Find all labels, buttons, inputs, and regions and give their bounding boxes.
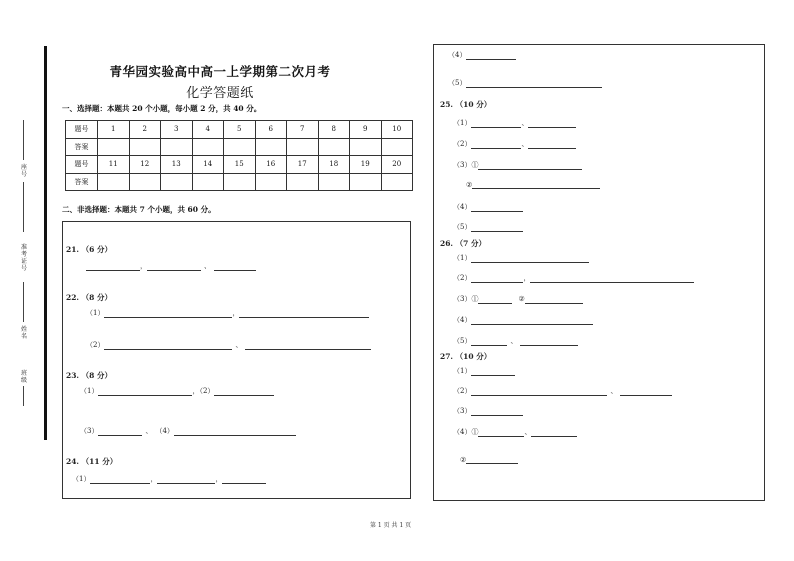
question-number-cell: 11 bbox=[98, 156, 130, 174]
answer-cell[interactable] bbox=[287, 138, 319, 156]
answer-cell[interactable] bbox=[255, 138, 287, 156]
table-header-cell: 答案 bbox=[66, 173, 98, 191]
answer-cell[interactable] bbox=[255, 173, 287, 191]
exam-title: 青华园实验高中高一上学期第二次月考 bbox=[109, 64, 331, 79]
question-number-cell: 1 bbox=[98, 121, 130, 139]
part-label: （3） bbox=[453, 161, 472, 169]
question-number-cell: 3 bbox=[161, 121, 193, 139]
q23-heading: 23. （8 分） bbox=[66, 371, 112, 380]
part-label: （2） bbox=[86, 341, 105, 349]
q22-heading: 22. （8 分） bbox=[66, 293, 112, 302]
part-label: （4） bbox=[453, 203, 472, 211]
comma-mark: ， bbox=[140, 262, 147, 270]
answer-blank[interactable] bbox=[147, 264, 201, 271]
q26-part3 bbox=[453, 294, 583, 304]
q27-part4 bbox=[453, 427, 577, 437]
question-number-cell: 18 bbox=[318, 156, 350, 174]
q25-part3-1 bbox=[453, 160, 582, 170]
table-row bbox=[66, 173, 413, 191]
q25-part2 bbox=[453, 139, 576, 149]
answer-blank[interactable] bbox=[471, 256, 589, 263]
binding-rule-seat bbox=[23, 120, 24, 160]
table-header-cell: 答案 bbox=[66, 138, 98, 156]
answer-blank[interactable] bbox=[471, 225, 523, 232]
answer-blank[interactable] bbox=[104, 343, 232, 350]
answer-blank[interactable] bbox=[157, 477, 215, 484]
dun-mark: 、 bbox=[521, 119, 529, 127]
part-label: （4） bbox=[448, 51, 467, 59]
question-number-cell: 12 bbox=[129, 156, 161, 174]
q25-part5 bbox=[453, 222, 523, 232]
part-label: （2） bbox=[453, 387, 472, 395]
part-label: （3） bbox=[80, 427, 99, 435]
answer-blank[interactable] bbox=[466, 81, 602, 88]
question-number-cell: 13 bbox=[161, 156, 193, 174]
part-label: （3） bbox=[453, 407, 472, 415]
answer-cell[interactable] bbox=[192, 173, 224, 191]
q26-part4 bbox=[453, 315, 593, 325]
question-number-cell: 20 bbox=[381, 156, 413, 174]
answer-cell[interactable] bbox=[98, 173, 130, 191]
q24-part1 bbox=[72, 474, 266, 484]
q26-part5 bbox=[453, 336, 578, 346]
answer-cell[interactable] bbox=[318, 138, 350, 156]
circle-mark: ② bbox=[518, 295, 525, 303]
part-label: （4） bbox=[453, 428, 472, 436]
part-label: （4） bbox=[155, 427, 174, 435]
part-label: （5） bbox=[453, 223, 472, 231]
q27-part3 bbox=[453, 406, 523, 416]
question-number-cell: 2 bbox=[129, 121, 161, 139]
answer-blank[interactable] bbox=[471, 339, 507, 346]
binding-label-name: 姓名 bbox=[20, 326, 27, 340]
part-label: （1） bbox=[453, 119, 472, 127]
answer-blank[interactable] bbox=[471, 409, 523, 416]
question-number-cell: 9 bbox=[350, 121, 382, 139]
question-number-cell: 7 bbox=[287, 121, 319, 139]
answer-blank[interactable] bbox=[471, 121, 521, 128]
q25-part4 bbox=[453, 202, 523, 212]
table-header-cell: 题号 bbox=[66, 156, 98, 174]
multiple-choice-answer-table bbox=[65, 120, 413, 191]
binding-rule-name bbox=[23, 282, 24, 322]
binding-rule-seat-2 bbox=[23, 182, 24, 232]
answer-cell[interactable] bbox=[318, 173, 350, 191]
circle-mark: ② bbox=[460, 456, 467, 464]
binding-label-seat: 座号 bbox=[20, 164, 27, 178]
comma-mark: ， bbox=[523, 274, 531, 282]
q25-part3-2 bbox=[466, 181, 600, 189]
question-number-cell: 15 bbox=[224, 156, 256, 174]
q27-heading: 27. （10 分） bbox=[440, 352, 492, 361]
answer-blank[interactable] bbox=[478, 430, 524, 437]
comma-mark: ， bbox=[232, 309, 240, 317]
table-row bbox=[66, 121, 413, 139]
table-header-cell: 题号 bbox=[66, 121, 98, 139]
comma-mark: ， bbox=[150, 475, 158, 483]
answer-blank[interactable] bbox=[471, 142, 521, 149]
question-number-cell: 10 bbox=[381, 121, 413, 139]
part-label: （1） bbox=[453, 254, 472, 262]
table-row bbox=[66, 138, 413, 156]
part-label: （2） bbox=[453, 274, 472, 282]
answer-blank[interactable] bbox=[471, 369, 515, 376]
q23-part1-2 bbox=[80, 386, 274, 396]
answer-blank[interactable] bbox=[528, 142, 576, 149]
dun-mark: 、 bbox=[235, 341, 243, 349]
q24-part4 bbox=[448, 50, 516, 60]
q24-part5 bbox=[448, 78, 602, 88]
answer-cell[interactable] bbox=[381, 173, 413, 191]
q27-part4-2 bbox=[460, 456, 518, 464]
circle-mark: ② bbox=[466, 181, 473, 189]
answer-cell[interactable] bbox=[161, 138, 193, 156]
exam-subtitle: 化学答题纸 bbox=[186, 86, 254, 101]
q24-heading: 24. （11 分） bbox=[66, 457, 118, 466]
question-number-cell: 8 bbox=[318, 121, 350, 139]
circle-mark: ① bbox=[471, 295, 479, 303]
question-number-cell: 16 bbox=[255, 156, 287, 174]
binding-rule-class bbox=[23, 386, 24, 406]
answer-blank[interactable] bbox=[98, 429, 142, 436]
q22-part2 bbox=[86, 340, 371, 350]
answer-blank[interactable] bbox=[214, 389, 274, 396]
answer-blank[interactable] bbox=[531, 430, 577, 437]
q25-part1 bbox=[453, 118, 576, 128]
dun-mark: 、 bbox=[510, 337, 518, 345]
answer-cell[interactable] bbox=[224, 173, 256, 191]
answer-cell[interactable] bbox=[161, 173, 193, 191]
dun-mark: 、 bbox=[521, 140, 529, 148]
binding-line bbox=[44, 46, 47, 440]
q26-heading: 26. （7 分） bbox=[440, 239, 486, 248]
answer-blank[interactable] bbox=[222, 477, 266, 484]
part-label: （1） bbox=[80, 387, 99, 395]
answer-blank[interactable] bbox=[620, 389, 672, 396]
answer-blank[interactable] bbox=[471, 276, 523, 283]
section1-heading: 一、选择题：本题共 20 个小题，每小题 2 分，共 40 分。 bbox=[62, 104, 262, 113]
answer-blank[interactable] bbox=[471, 318, 593, 325]
table-row bbox=[66, 156, 413, 174]
part-label: （4） bbox=[453, 316, 472, 324]
binding-label-exam-id: 准考证号 bbox=[20, 244, 27, 272]
answer-blank[interactable] bbox=[471, 205, 523, 212]
q22-part1 bbox=[86, 308, 369, 318]
answer-blank[interactable] bbox=[520, 339, 578, 346]
q21-heading: 21. （6 分） bbox=[66, 245, 112, 254]
answer-blank[interactable] bbox=[245, 343, 371, 350]
page-footer: 第 1 页 共 1 页 bbox=[370, 522, 412, 529]
answer-blank[interactable] bbox=[174, 429, 296, 436]
part-label: （1） bbox=[72, 475, 91, 483]
question-number-cell: 5 bbox=[224, 121, 256, 139]
answer-cell[interactable] bbox=[129, 138, 161, 156]
q26-part2 bbox=[453, 273, 694, 283]
answer-blank[interactable] bbox=[472, 182, 600, 189]
dun-mark: 、 bbox=[145, 427, 153, 435]
answer-blank[interactable] bbox=[478, 297, 512, 304]
question-number-cell: 19 bbox=[350, 156, 382, 174]
q27-part1 bbox=[453, 366, 515, 376]
part-label: （5） bbox=[448, 79, 467, 87]
answer-cell[interactable] bbox=[350, 173, 382, 191]
answer-cell[interactable] bbox=[224, 138, 256, 156]
answer-blank[interactable] bbox=[214, 264, 256, 271]
answer-blank[interactable] bbox=[239, 311, 369, 318]
answer-blank[interactable] bbox=[86, 264, 140, 271]
part-label: （1） bbox=[86, 309, 105, 317]
binding-label-class: 班级 bbox=[20, 370, 27, 384]
answer-cell[interactable] bbox=[192, 138, 224, 156]
q23-part3-4 bbox=[80, 426, 296, 436]
answer-blank[interactable] bbox=[478, 163, 582, 170]
answer-blank[interactable] bbox=[471, 389, 607, 396]
comma-mark: ， bbox=[192, 387, 200, 395]
answer-cell[interactable] bbox=[98, 138, 130, 156]
answer-blank[interactable] bbox=[525, 297, 583, 304]
answer-blank[interactable] bbox=[104, 311, 232, 318]
dun-mark: 、 bbox=[204, 262, 211, 270]
q21-answer-row bbox=[86, 261, 256, 271]
q26-part1 bbox=[453, 253, 589, 263]
answer-blank[interactable] bbox=[90, 477, 150, 484]
part-label: （2） bbox=[453, 140, 472, 148]
circle-mark: ① bbox=[471, 428, 479, 436]
answer-cell[interactable] bbox=[381, 138, 413, 156]
question-number-cell: 17 bbox=[287, 156, 319, 174]
part-label: （2） bbox=[199, 387, 215, 395]
answer-blank[interactable] bbox=[528, 121, 576, 128]
question-number-cell: 14 bbox=[192, 156, 224, 174]
answer-blank[interactable] bbox=[466, 457, 518, 464]
question-number-cell: 6 bbox=[255, 121, 287, 139]
part-label: （5） bbox=[453, 337, 472, 345]
q27-part2 bbox=[453, 386, 672, 396]
comma-mark: ， bbox=[215, 475, 223, 483]
circle-mark: ① bbox=[471, 161, 479, 169]
answer-cell[interactable] bbox=[287, 173, 319, 191]
answer-blank[interactable] bbox=[98, 389, 192, 396]
question-number-cell: 4 bbox=[192, 121, 224, 139]
part-label: （3） bbox=[453, 295, 472, 303]
q25-heading: 25. （10 分） bbox=[440, 100, 492, 109]
answer-blank[interactable] bbox=[530, 276, 694, 283]
answer-blank[interactable] bbox=[466, 53, 516, 60]
section2-heading: 二、非选择题：本题共 7 个小题，共 60 分。 bbox=[62, 205, 216, 214]
answer-cell[interactable] bbox=[350, 138, 382, 156]
dun-mark: 、 bbox=[524, 428, 532, 436]
answer-cell[interactable] bbox=[129, 173, 161, 191]
part-label: （1） bbox=[453, 367, 472, 375]
dun-mark: 、 bbox=[610, 387, 618, 395]
